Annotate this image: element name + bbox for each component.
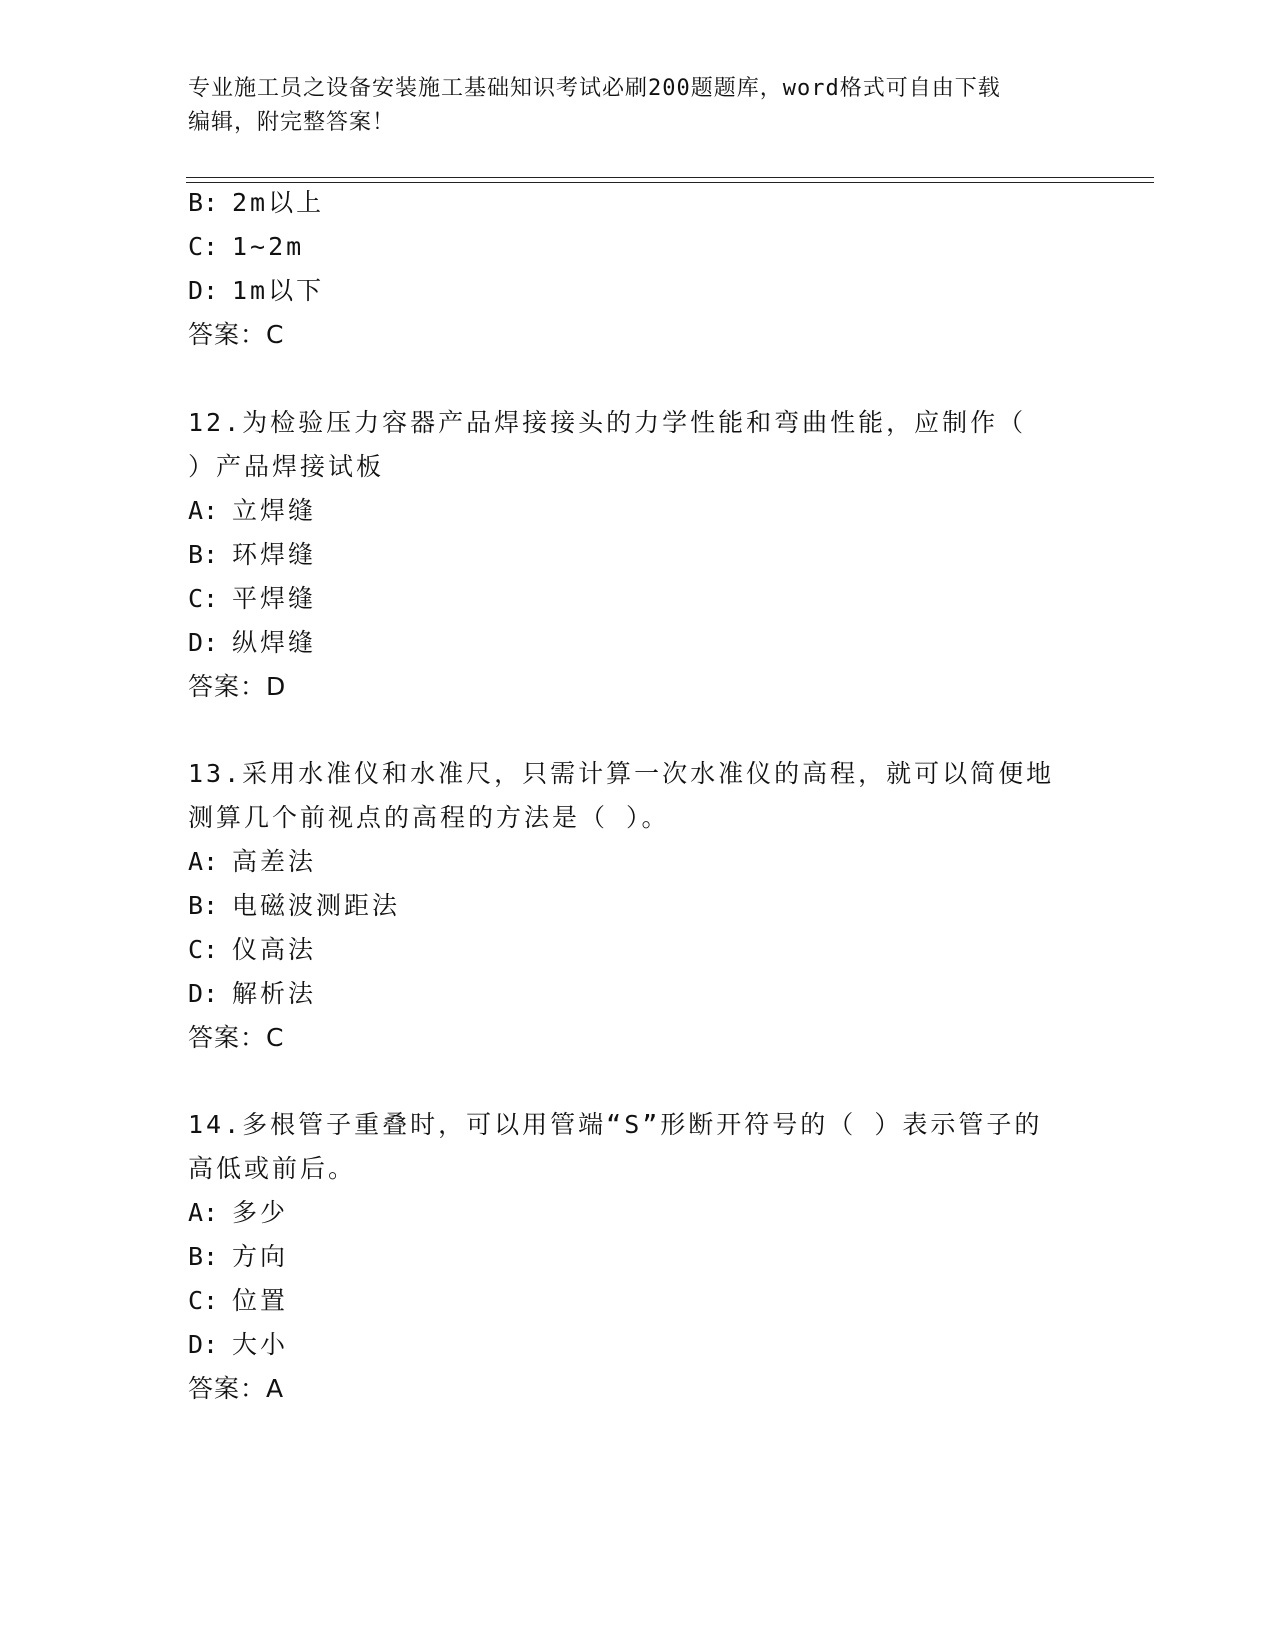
document-header bbox=[188, 72, 1068, 140]
header-rule-bottom bbox=[186, 182, 1154, 183]
option-label: C: bbox=[188, 935, 219, 964]
q14-stem-line-1: 14.多根管子重叠时，可以用管端“S”形断开符号的（ ）表示管子的 bbox=[188, 1110, 1043, 1139]
q13-option-b bbox=[188, 889, 400, 923]
q13-option-c bbox=[188, 933, 316, 967]
option-text: 平焊缝 bbox=[232, 584, 317, 613]
option-text: 1~2m bbox=[232, 232, 305, 261]
q14-stem-line-2: 高低或前后。 bbox=[188, 1154, 357, 1183]
q13-stem-line-2: 测算几个前视点的高程的方法是（ ）。 bbox=[188, 803, 670, 832]
option-label: B: bbox=[188, 891, 219, 920]
answer-prefix: 答案： bbox=[188, 1023, 267, 1052]
option-label: A: bbox=[188, 1198, 219, 1227]
option-label: C: bbox=[188, 232, 219, 261]
answer-value: A bbox=[266, 1374, 285, 1403]
answer-value: C bbox=[266, 1023, 285, 1052]
option-text: 纵焊缝 bbox=[232, 628, 317, 657]
option-text: 解析法 bbox=[232, 979, 317, 1008]
q11-option-c bbox=[188, 230, 304, 264]
option-text: 高差法 bbox=[232, 847, 317, 876]
q14-option-d bbox=[188, 1328, 288, 1362]
header-line-2: 编辑，附完整答案！ bbox=[188, 110, 396, 135]
option-label: B: bbox=[188, 188, 219, 217]
q11-option-d bbox=[188, 274, 324, 308]
q13-option-d bbox=[188, 977, 316, 1011]
option-text: 电磁波测距法 bbox=[232, 891, 401, 920]
q11-option-b bbox=[188, 186, 324, 220]
option-label: B: bbox=[188, 1242, 219, 1271]
option-label: D: bbox=[188, 1330, 219, 1359]
q14-option-a bbox=[188, 1196, 288, 1230]
q13-option-a bbox=[188, 845, 316, 879]
option-label: B: bbox=[188, 540, 219, 569]
q12-option-c bbox=[188, 582, 316, 616]
q12-option-d bbox=[188, 626, 316, 660]
q13-answer bbox=[188, 1021, 284, 1055]
option-text: 多少 bbox=[232, 1198, 289, 1227]
option-text: 1m以下 bbox=[232, 276, 325, 305]
q12-answer bbox=[188, 670, 286, 704]
q14-option-c bbox=[188, 1284, 288, 1318]
q13-stem-line-1: 13.采用水准仪和水准尺，只需计算一次水准仪的高程，就可以简便地 bbox=[188, 759, 1055, 788]
option-label: A: bbox=[188, 496, 219, 525]
answer-value: D bbox=[266, 672, 287, 701]
answer-value: C bbox=[266, 320, 285, 349]
option-text: 2m以上 bbox=[232, 188, 325, 217]
header-rule-top bbox=[186, 177, 1154, 178]
option-label: D: bbox=[188, 628, 219, 657]
option-label: C: bbox=[188, 1286, 219, 1315]
option-label: D: bbox=[188, 979, 219, 1008]
option-text: 位置 bbox=[232, 1286, 289, 1315]
header-line-1: 专业施工员之设备安装施工基础知识考试必刷200题题库，word格式可自由下载 bbox=[188, 76, 1001, 101]
option-text: 立焊缝 bbox=[232, 496, 317, 525]
q12-option-b bbox=[188, 538, 316, 572]
q12-option-a bbox=[188, 494, 316, 528]
option-text: 大小 bbox=[232, 1330, 289, 1359]
answer-prefix: 答案： bbox=[188, 320, 267, 349]
option-text: 仪高法 bbox=[232, 935, 317, 964]
option-label: D: bbox=[188, 276, 219, 305]
q14-option-b bbox=[188, 1240, 288, 1274]
q12-stem-line-2: ）产品焊接试板 bbox=[188, 452, 385, 481]
q11-answer bbox=[188, 318, 284, 352]
q12-stem-line-1: 12.为检验压力容器产品焊接接头的力学性能和弯曲性能，应制作（ bbox=[188, 408, 1027, 437]
answer-prefix: 答案： bbox=[188, 672, 267, 701]
option-text: 环焊缝 bbox=[232, 540, 317, 569]
option-label: C: bbox=[188, 584, 219, 613]
q14-answer bbox=[188, 1372, 284, 1406]
answer-prefix: 答案： bbox=[188, 1374, 267, 1403]
option-text: 方向 bbox=[232, 1242, 289, 1271]
option-label: A: bbox=[188, 847, 219, 876]
